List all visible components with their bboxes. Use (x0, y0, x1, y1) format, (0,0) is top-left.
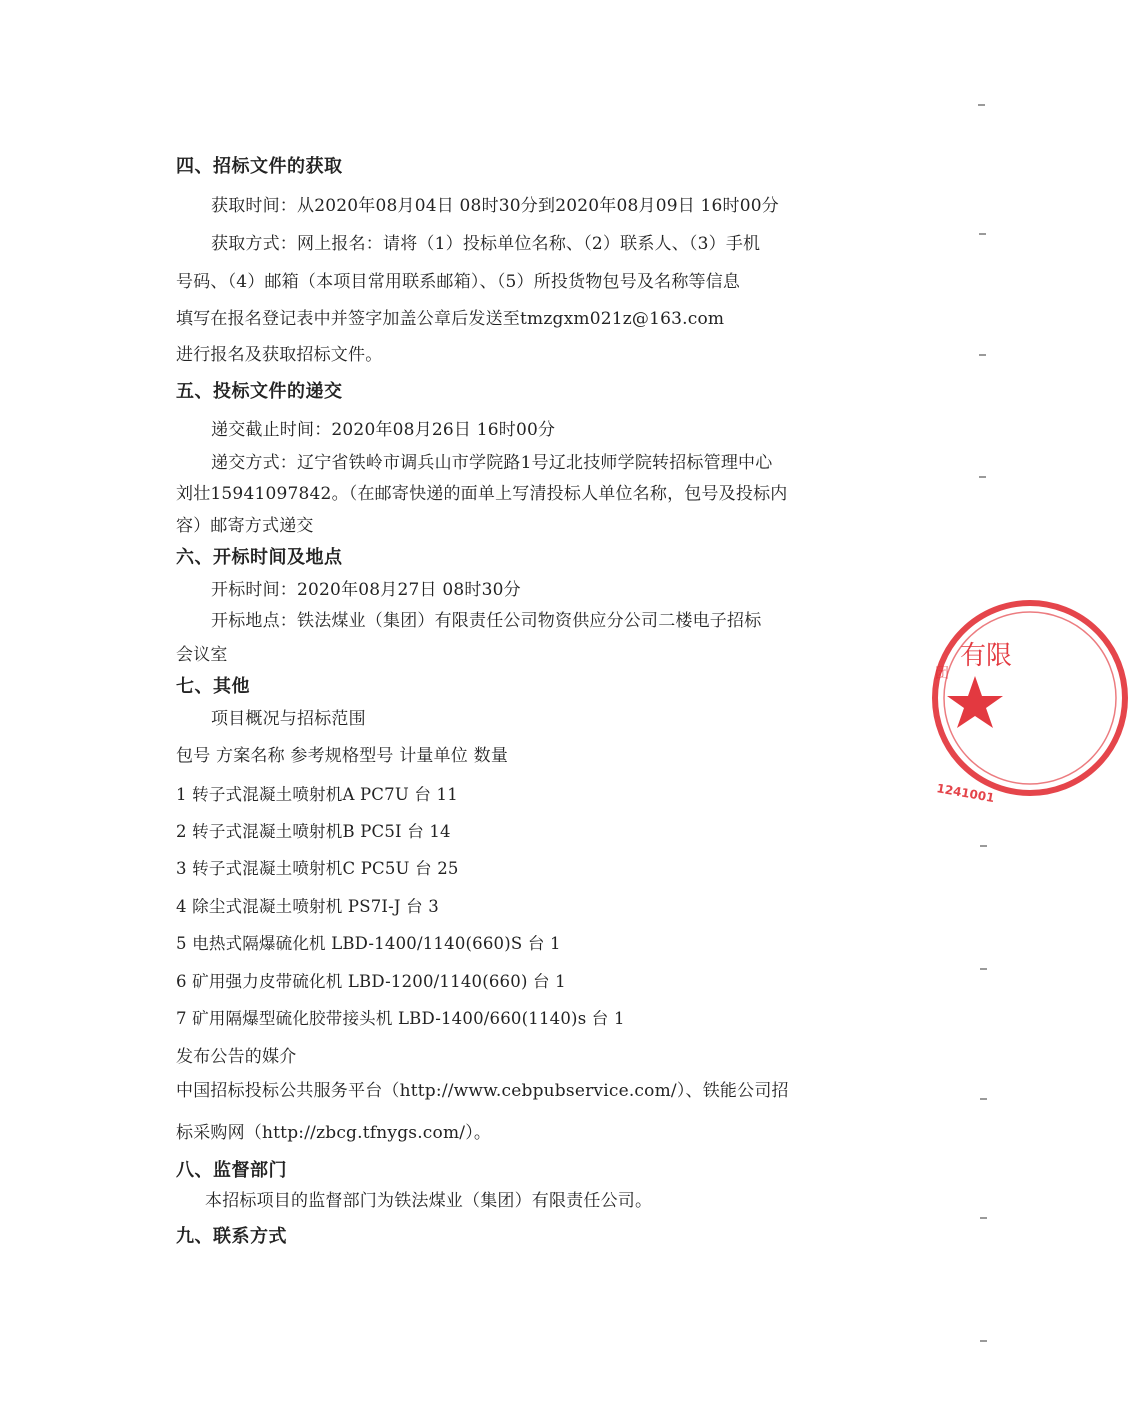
scan-mark (979, 233, 986, 235)
media-line-1: 中国招标投标公共服务平台（http://www.cebpubservice.com/）、铁能公司招 (176, 1081, 789, 1101)
submission-method-line-2: 刘壮15941097842。（在邮寄快递的面单上写清投标人单位名称，包号及投标内 (176, 484, 788, 504)
acquisition-method-line-1: 获取方式：网上报名：请将（1）投标单位名称、（2）联系人、（3）手机 (211, 234, 761, 254)
section-heading-4: 四、招标文件的获取 (176, 156, 343, 177)
seal-number: 1241001 (935, 781, 996, 806)
scan-mark (980, 845, 987, 847)
media-title: 发布公告的媒介 (176, 1047, 297, 1067)
seal-text-left: 团 (935, 666, 949, 682)
seal-text-top: 有限 (960, 641, 1013, 671)
opening-place-line-2: 会议室 (176, 645, 228, 665)
item-row: 2 转子式混凝土喷射机B PC5I 台 14 (176, 822, 451, 841)
seal-star-icon (947, 676, 1003, 728)
scan-mark (979, 354, 986, 356)
media-line-2: 标采购网（http://zbcg.tfnygs.com/）。 (176, 1123, 492, 1143)
acquisition-time: 获取时间：从2020年08月04日 08时30分到2020年08月09日 16时00分 (211, 196, 779, 216)
project-overview-title: 项目概况与招标范围 (211, 709, 366, 729)
item-row: 3 转子式混凝土喷射机C PC5U 台 25 (176, 859, 459, 878)
submission-method-line-1: 递交方式：辽宁省铁岭市调兵山市学院路1号辽北技师学院转招标管理中心 (211, 453, 773, 473)
scan-mark (978, 104, 985, 106)
section-heading-7: 七、其他 (176, 676, 250, 697)
items-table-header: 包号 方案名称 参考规格型号 计量单位 数量 (176, 746, 509, 766)
opening-time: 开标时间：2020年08月27日 08时30分 (211, 580, 521, 600)
item-row: 5 电热式隔爆硫化机 LBD-1400/1140(660)S 台 1 (176, 934, 561, 953)
scan-mark (980, 1217, 987, 1219)
item-row: 4 除尘式混凝土喷射机 PS7I-J 台 3 (176, 897, 439, 916)
scan-mark (980, 968, 987, 970)
acquisition-method-line-2: 号码、（4）邮箱（本项目常用联系邮箱）、（5）所投货物包号及名称等信息 (176, 272, 741, 292)
acquisition-method-line-3: 填写在报名登记表中并签字加盖公章后发送至tmzgxm021z@163.com (176, 309, 725, 329)
supervision-text: 本招标项目的监督部门为铁法煤业（集团）有限责任公司。 (205, 1191, 653, 1211)
scan-mark (979, 476, 986, 478)
scan-mark (980, 1340, 987, 1342)
company-seal (930, 598, 1130, 806)
section-heading-5: 五、投标文件的递交 (176, 381, 343, 402)
submission-deadline: 递交截止时间：2020年08月26日 16时00分 (211, 420, 556, 440)
item-row: 6 矿用强力皮带硫化机 LBD-1200/1140(660) 台 1 (176, 972, 566, 991)
section-heading-8: 八、监督部门 (176, 1160, 287, 1181)
acquisition-method-line-4: 进行报名及获取招标文件。 (176, 345, 383, 365)
section-heading-6: 六、开标时间及地点 (176, 547, 343, 568)
item-row: 7 矿用隔爆型硫化胶带接头机 LBD-1400/660(1140)s 台 1 (176, 1009, 625, 1028)
section-heading-9: 九、联系方式 (176, 1226, 287, 1247)
opening-place-line-1: 开标地点：铁法煤业（集团）有限责任公司物资供应分公司二楼电子招标 (211, 611, 762, 631)
submission-method-line-3: 容）邮寄方式递交 (176, 516, 314, 536)
item-row: 1 转子式混凝土喷射机A PC7U 台 11 (176, 785, 458, 804)
scan-mark (980, 1098, 987, 1100)
